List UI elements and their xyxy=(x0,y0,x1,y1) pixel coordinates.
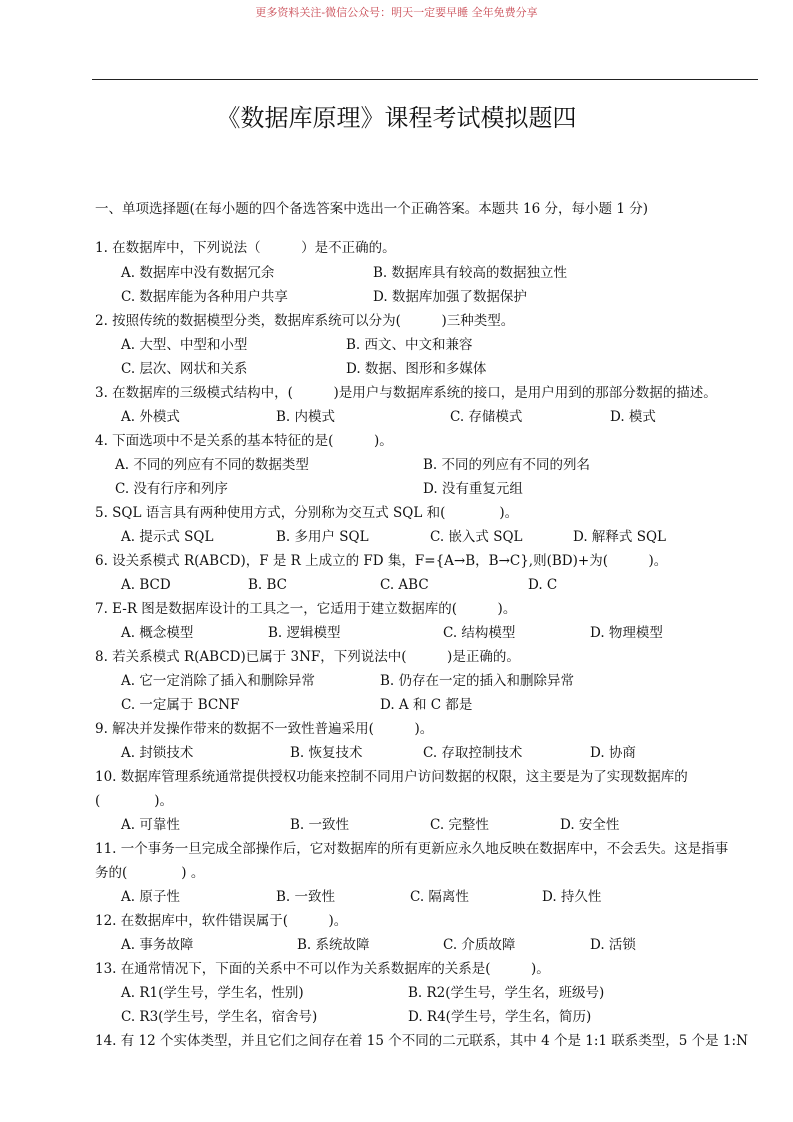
document-title: 《数据库原理》课程考试模拟题四 xyxy=(216,104,577,132)
answer-option: D. 解释式 SQL xyxy=(573,529,666,545)
text-line xyxy=(0,454,793,476)
text-line xyxy=(0,526,793,548)
question-stem: 13. 在通常情况下，下面的关系中不可以作为关系数据库的关系是( )。 xyxy=(95,961,550,977)
question-stem: 11. 一个事务一旦完成全部操作后，它对数据库的所有更新应永久地反映在数据库中，不会丢失。这是指事 xyxy=(95,841,729,857)
answer-option: B. 仍存在一定的插入和删除异常 xyxy=(380,673,575,689)
answer-option: B. 系统故障 xyxy=(297,937,370,953)
question-stem: 9. 解决并发操作带来的数据不一致性普遍采用( )。 xyxy=(95,721,434,737)
text-line xyxy=(0,262,793,284)
answer-option: A. 外模式 xyxy=(121,409,180,425)
answer-option: A. 可靠性 xyxy=(121,817,180,833)
text-line xyxy=(0,502,793,524)
answer-option: C. 存取控制技术 xyxy=(423,745,523,761)
answer-option: D. A 和 C 都是 xyxy=(380,697,473,713)
answer-option: D. R4(学生号，学生名，简历) xyxy=(408,1009,592,1025)
answer-option: A. 提示式 SQL xyxy=(121,529,214,545)
answer-option: D. 协商 xyxy=(590,745,636,761)
answer-option: C. R3(学生号，学生名，宿舍号) xyxy=(121,1009,318,1025)
question-stem: 12. 在数据库中，软件错误属于( )。 xyxy=(95,913,348,929)
answer-option: A. 它一定消除了插入和删除异常 xyxy=(121,673,315,689)
section-heading: 一、单项选择题(在每小题的四个备选答案中选出一个正确答案。本题共 16 分，每小题 1 分) xyxy=(95,201,648,217)
question-stem-continued: ( )。 xyxy=(95,793,174,809)
answer-option: B. 多用户 SQL xyxy=(276,529,369,545)
answer-option: B. 恢复技术 xyxy=(290,745,363,761)
answer-option: C. 一定属于 BCNF xyxy=(121,697,240,713)
question-stem: 14. 有 12 个实体类型，并且它们之间存在着 15 个不同的二元联系，其中 4 个是 1:1 联系类型，5 个是 1:N xyxy=(95,1033,748,1049)
text-line xyxy=(0,598,793,620)
text-line xyxy=(0,670,793,692)
answer-option: A. 不同的列应有不同的数据类型 xyxy=(115,457,309,473)
text-line xyxy=(0,406,793,428)
text-line xyxy=(0,430,793,452)
text-line xyxy=(0,237,793,259)
answer-option: A. 封锁技术 xyxy=(121,745,194,761)
text-line xyxy=(0,742,793,764)
text-line xyxy=(0,910,793,932)
text-line xyxy=(0,982,793,1004)
question-stem: 1. 在数据库中，下列说法（ ）是不正确的。 xyxy=(95,240,396,256)
answer-option: A. BCD xyxy=(121,577,171,593)
answer-option: D. 持久性 xyxy=(542,889,602,905)
answer-option: C. 层次、网状和关系 xyxy=(121,361,248,377)
answer-option: A. R1(学生号，学生名，性别) xyxy=(121,985,304,1001)
answer-option: D. C xyxy=(528,577,558,593)
answer-option: B. 数据库具有较高的数据独立性 xyxy=(373,265,568,281)
answer-option: C. 没有行序和列序 xyxy=(115,481,228,497)
answer-option: C. 数据库能为各种用户共享 xyxy=(121,289,288,305)
answer-option: C. 嵌入式 SQL xyxy=(430,529,523,545)
question-stem: 6. 设关系模式 R(ABCD)，F 是 R 上成立的 FD 集，F={A→B，B→C},则(BD)+为( )。 xyxy=(95,553,668,569)
text-line xyxy=(0,958,793,980)
text-line xyxy=(0,790,793,812)
answer-option: C. 结构模型 xyxy=(443,625,516,641)
question-stem: 5. SQL 语言具有两种使用方式，分别称为交互式 SQL 和( )。 xyxy=(95,505,519,521)
answer-option: A. 概念模型 xyxy=(121,625,194,641)
answer-option: C. 存储模式 xyxy=(450,409,523,425)
text-line xyxy=(0,886,793,908)
text-line xyxy=(0,766,793,788)
question-stem: 2. 按照传统的数据模型分类，数据库系统可以分为( )三种类型。 xyxy=(95,313,515,329)
text-line xyxy=(0,1030,793,1052)
text-line xyxy=(0,814,793,836)
text-line xyxy=(0,574,793,596)
header-rule xyxy=(92,79,758,80)
question-stem: 7. E-R 图是数据库设计的工具之一，它适用于建立数据库的( )。 xyxy=(95,601,517,617)
text-line xyxy=(0,718,793,740)
answer-option: C. 完整性 xyxy=(430,817,489,833)
question-stem: 8. 若关系模式 R(ABCD)已属于 3NF，下列说法中( )是正确的。 xyxy=(95,649,520,665)
text-line xyxy=(0,934,793,956)
text-line xyxy=(0,862,793,884)
text-line xyxy=(0,198,793,220)
question-stem-continued: 务的( ) 。 xyxy=(95,865,205,881)
text-line xyxy=(0,622,793,644)
text-line xyxy=(0,646,793,668)
answer-option: D. 活锁 xyxy=(590,937,636,953)
answer-option: B. 逻辑模型 xyxy=(268,625,341,641)
answer-option: C. ABC xyxy=(380,577,429,593)
text-line xyxy=(0,1006,793,1028)
answer-option: D. 物理模型 xyxy=(590,625,663,641)
answer-option: B. 一致性 xyxy=(290,817,350,833)
answer-option: D. 模式 xyxy=(610,409,656,425)
answer-option: D. 安全性 xyxy=(560,817,620,833)
answer-option: A. 事务故障 xyxy=(121,937,194,953)
text-line xyxy=(0,478,793,500)
question-stem: 4. 下面选项中不是关系的基本特征的是( )。 xyxy=(95,433,393,449)
text-line xyxy=(0,550,793,572)
answer-option: A. 原子性 xyxy=(121,889,180,905)
question-stem: 3. 在数据库的三级模式结构中，( )是用户与数据库系统的接口，是用户用到的那部分数据的描述。 xyxy=(95,385,717,401)
text-line xyxy=(0,358,793,380)
answer-option: B. BC xyxy=(248,577,288,593)
text-line xyxy=(0,838,793,860)
answer-option: B. 不同的列应有不同的列名 xyxy=(423,457,591,473)
text-line xyxy=(0,694,793,716)
text-line xyxy=(0,310,793,332)
text-line xyxy=(0,382,793,404)
text-line xyxy=(0,286,793,308)
answer-option: B. 西文、中文和兼容 xyxy=(346,337,473,353)
question-stem: 10. 数据库管理系统通常提供授权功能来控制不同用户访问数据的权限，这主要是为了实现数据库的 xyxy=(95,769,688,785)
answer-option: A. 大型、中型和小型 xyxy=(121,337,248,353)
answer-option: B. 内模式 xyxy=(276,409,336,425)
answer-option: D. 没有重复元组 xyxy=(423,481,523,497)
page-header-note: 更多资料关注-微信公众号：明天一定要早睡 全年免费分享 xyxy=(255,6,538,19)
answer-option: B. R2(学生号，学生名，班级号) xyxy=(408,985,605,1001)
answer-option: C. 介质故障 xyxy=(443,937,516,953)
answer-option: C. 隔离性 xyxy=(410,889,469,905)
answer-option: D. 数据、图形和多媒体 xyxy=(346,361,487,377)
answer-option: A. 数据库中没有数据冗余 xyxy=(121,265,275,281)
answer-option: D. 数据库加强了数据保护 xyxy=(373,289,527,305)
answer-option: B. 一致性 xyxy=(276,889,336,905)
text-line xyxy=(0,334,793,356)
